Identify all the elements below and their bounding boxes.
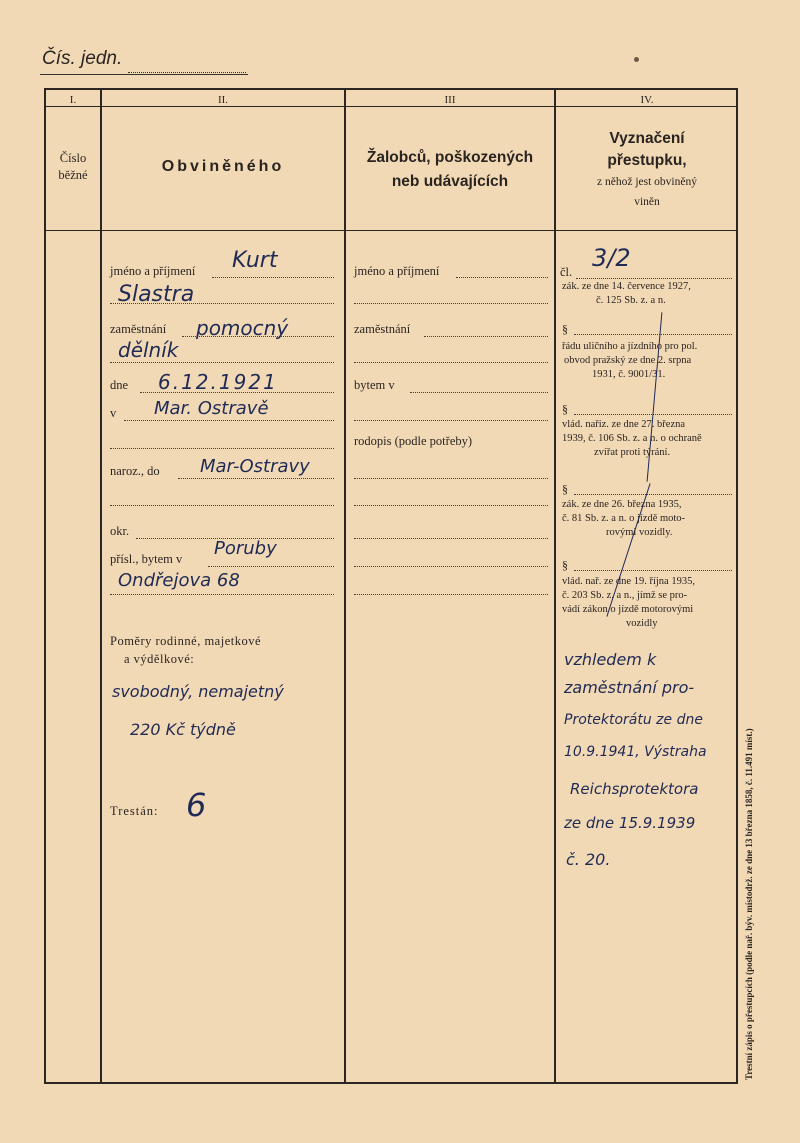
plaintiff-line-c	[354, 538, 548, 539]
accused-in-label: v	[110, 406, 117, 420]
law5-line-c: vádí zákon o jízdě motorovými	[562, 604, 694, 615]
offence-article-line	[576, 278, 732, 279]
plaintiff-job-line	[424, 336, 548, 337]
header-serial-line1: Číslo	[59, 151, 87, 165]
header-plaintiffs-line1: Žalobců, poškozených	[366, 149, 534, 166]
accused-born-value: Mar-Ostravy	[200, 456, 310, 477]
header-offence-line2: přestupku,	[607, 152, 687, 169]
law3-line-c: zvířat proti týrání.	[594, 447, 671, 458]
column-number-4: IV.	[640, 94, 654, 106]
law4-line-c: rovými vozidly.	[606, 527, 673, 538]
header-offence-line4: viněn	[634, 196, 660, 208]
accused-belong-line	[208, 566, 334, 567]
header-accused: Obviněného	[161, 158, 285, 175]
law5-line-d: vozidly	[626, 618, 658, 629]
accused-job-label: zaměstnání	[110, 322, 167, 336]
header-offence-line1: Vyznačení	[609, 130, 685, 147]
accused-born-line	[178, 478, 334, 479]
law2-line-b: obvod pražský ze dne 2. srpna	[564, 355, 692, 366]
law5-line	[574, 570, 732, 571]
plaintiff-residence-line2	[354, 420, 548, 421]
column-number-1: I.	[69, 94, 77, 106]
accused-surname-value: Slastra	[118, 282, 195, 307]
column-number-2: II.	[217, 94, 229, 106]
accused-belong-line2	[110, 594, 334, 595]
law4-section: §	[562, 482, 568, 496]
reference-underline	[40, 74, 248, 75]
plaintiff-line-e	[354, 594, 548, 595]
family-value-2: 220 Kč týdně	[130, 720, 236, 739]
header-offence-line3: z něhož jest obviněný	[597, 176, 697, 188]
accused-in-value: Mar. Ostravě	[154, 398, 269, 419]
vertical-form-note: Trestní zápis o přestupcích (podle nař. býv. místodrž. ze dne 13 března 1858, č. 11.491 míst.)	[744, 728, 754, 1080]
law3-section: §	[562, 402, 568, 416]
offence-note-2: zaměstnání pro-	[564, 678, 695, 697]
plaintiff-line-a	[354, 478, 548, 479]
ink-spot	[634, 57, 639, 62]
reference-number-label: Čís. jedn.	[42, 48, 123, 69]
law5-line-a: vlád. nař. ze dne 19. října 1935,	[562, 576, 695, 587]
plaintiff-residence-label: bytem v	[354, 378, 395, 392]
column-divider-3	[554, 90, 556, 1082]
accused-name-label: jméno a příjmení	[110, 264, 196, 278]
offence-note-5: Reichsprotektora	[570, 780, 699, 798]
header-offence	[556, 128, 738, 212]
accused-job-value2: dělník	[118, 338, 179, 362]
header-plaintiffs-line2: neb udávajících	[391, 173, 509, 190]
offence-note-4: 10.9.1941, Výstraha	[564, 744, 707, 760]
plaintiff-job-line2	[354, 362, 548, 363]
accused-in-line2	[110, 448, 334, 449]
accused-job-line2	[110, 362, 334, 363]
law2-section: §	[562, 322, 568, 336]
header-serial-line2: běžné	[58, 168, 88, 182]
law1-line-b: č. 125 Sb. z. a n.	[596, 295, 666, 306]
accused-name-line	[212, 277, 334, 278]
accused-belong-label: přísl., bytem v	[110, 552, 183, 566]
law3-line-b: 1939, č. 106 Sb. z. a n. o ochraně	[562, 433, 702, 444]
offence-note-3: Protektorátu ze dne	[564, 712, 703, 728]
law4-line-b: č. 81 Sb. z. a n. o jízdě moto-	[562, 513, 686, 524]
plaintiff-name-line2	[354, 303, 548, 304]
plaintiff-line-b	[354, 505, 548, 506]
plaintiff-line-d	[354, 566, 548, 567]
plaintiff-job-label: zaměstnání	[354, 322, 411, 336]
accused-job-value: pomocný	[196, 316, 289, 340]
accused-day-value: 6.12.1921	[158, 370, 278, 394]
reference-number-field	[128, 72, 246, 73]
offence-article-value: 3/2	[592, 244, 631, 272]
offence-note-1: vzhledem k	[564, 650, 657, 669]
accused-in-line	[124, 420, 334, 421]
convicted-label: Trestán:	[110, 804, 159, 818]
law2-line-a: řádu uličního a jízdního pro pol.	[562, 341, 698, 352]
law5-section: §	[562, 558, 568, 572]
law4-line	[574, 494, 732, 495]
accused-belong-value: Poruby	[214, 538, 277, 559]
offence-note-7: č. 20.	[566, 850, 611, 869]
plaintiff-description-label: rodopis (podle potřeby)	[354, 434, 473, 448]
law2-line	[574, 334, 732, 335]
plaintiff-name-label: jméno a příjmení	[354, 264, 440, 278]
family-label-2: a výdělkové:	[124, 652, 195, 666]
family-label-1: Poměry rodinné, majetkové	[110, 634, 262, 648]
law2-line-c: 1931, č. 9001/31.	[592, 369, 666, 380]
plaintiff-residence-line	[410, 392, 548, 393]
accused-belong-value2: Ondřejova 68	[118, 570, 240, 591]
header-row-divider	[46, 230, 736, 231]
convicted-value: 6	[186, 786, 207, 824]
accused-district-label: okr.	[110, 524, 130, 538]
column-divider-1	[100, 90, 102, 1082]
accused-name-value: Kurt	[232, 248, 278, 273]
law1-line-a: zák. ze dne 14. července 1927,	[562, 281, 691, 292]
law3-line-a: vlád. nařiz. ze dne 27. března	[562, 419, 686, 430]
column-number-3: III	[444, 94, 456, 106]
law5-line-b: č. 203 Sb. z. a n., jímž se pro-	[562, 590, 688, 601]
header-plaintiffs	[346, 146, 554, 194]
plaintiff-name-line	[456, 277, 548, 278]
law4-line-a: zák. ze dne 26. března 1935,	[562, 499, 682, 510]
column-divider-2	[344, 90, 346, 1082]
accused-born-line2	[110, 505, 334, 506]
header-serial-number	[46, 150, 100, 184]
accused-born-label: naroz., do	[110, 464, 160, 478]
offence-article-label: čl.	[560, 265, 573, 279]
family-value-1: svobodný, nemajetný	[112, 682, 284, 701]
accused-day-label: dne	[110, 378, 129, 392]
offence-note-6: ze dne 15.9.1939	[564, 814, 696, 832]
numbers-row-divider	[46, 106, 736, 107]
